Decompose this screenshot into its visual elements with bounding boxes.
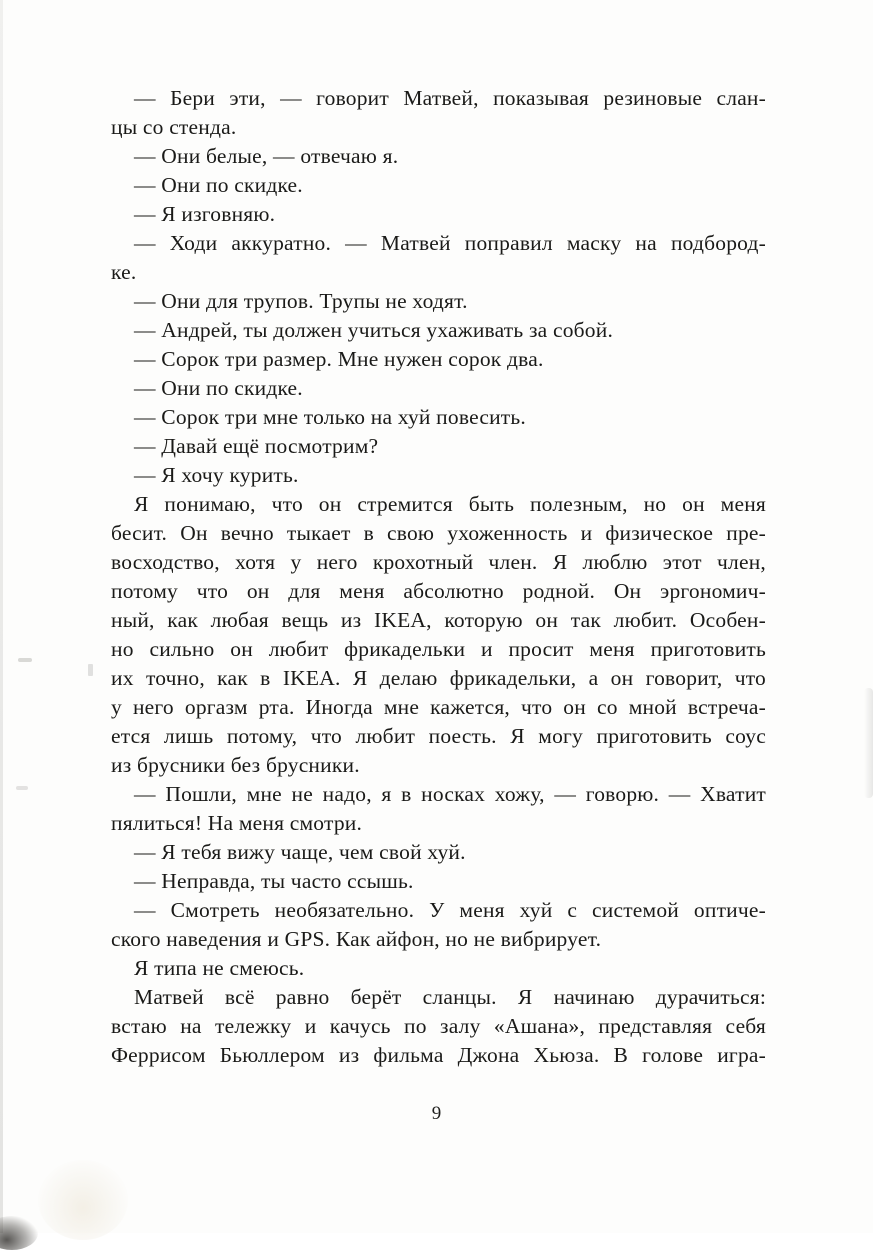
paragraph-10 bbox=[111, 403, 766, 432]
scan-mark-1 bbox=[18, 658, 32, 662]
text-line: — Они для трупов. Трупы не ходят. bbox=[134, 289, 468, 313]
text-line: из брусники без брусники. bbox=[111, 753, 360, 777]
text-line: — Сорок три размер. Мне нужен сорок два. bbox=[134, 347, 544, 371]
paragraph-9 bbox=[111, 374, 766, 403]
text-line: — Пошли, мне не надо, я в носках хожу, — говорю. — Хватит bbox=[134, 782, 766, 806]
scan-mark-2 bbox=[88, 664, 93, 676]
text-line: ке. bbox=[111, 260, 137, 284]
text-line: ный, как любая вещь из IKEA, которую он так любит. Особен- bbox=[111, 608, 766, 632]
paragraph-1 bbox=[111, 84, 766, 142]
page-number: 9 bbox=[431, 1103, 442, 1124]
text-line: — Ходи аккуратно. — Матвей поправил маску на подбород- bbox=[134, 231, 766, 255]
text-line: Феррисом Бьюллером из фильма Джона Хьюза. В голове игра- bbox=[111, 1043, 766, 1067]
text-line: Я понимаю, что он стремится быть полезным, но он меня bbox=[134, 492, 766, 516]
paragraph-17 bbox=[111, 896, 766, 954]
text-line: у него оргазм рта. Иногда мне кажется, что он со мной встреча- bbox=[111, 695, 766, 719]
text-line: ется лишь потому, что любит поесть. Я могу приготовить соус bbox=[111, 724, 766, 748]
text-line: цы со стенда. bbox=[111, 115, 237, 139]
paragraph-13 bbox=[111, 490, 766, 780]
text-line: Я типа не смеюсь. bbox=[134, 956, 305, 980]
text-line: — Смотреть необязательно. У меня хуй с системой оптиче- bbox=[134, 898, 766, 922]
text-line: Матвей всё равно берёт сланцы. Я начинаю дурачиться: bbox=[134, 985, 766, 1009]
paragraph-5 bbox=[111, 229, 766, 287]
scan-streak-right bbox=[864, 688, 873, 798]
paragraph-2 bbox=[111, 142, 766, 171]
scan-mark-3 bbox=[16, 786, 28, 790]
text-line: — Давай ещё посмотрим? bbox=[134, 434, 379, 458]
text-line: потому что он для меня абсолютно родной. Он эргономич- bbox=[111, 579, 766, 603]
text-line: — Бери эти, — говорит Матвей, показывая резиновые слан- bbox=[134, 86, 766, 110]
scan-smudge-dark bbox=[0, 1216, 38, 1250]
paragraph-15 bbox=[111, 838, 766, 867]
paragraph-8 bbox=[111, 345, 766, 374]
text-line: — Сорок три мне только на хуй повесить. bbox=[134, 405, 526, 429]
paragraph-4 bbox=[111, 200, 766, 229]
paragraph-19 bbox=[111, 983, 766, 1070]
paragraph-7 bbox=[111, 316, 766, 345]
text-line: — Они белые, — отвечаю я. bbox=[134, 144, 399, 168]
text-line: ского наведения и GPS. Как айфон, но не вибрирует. bbox=[111, 927, 602, 951]
page-text bbox=[111, 84, 766, 1070]
paragraph-11 bbox=[111, 432, 766, 461]
scan-smudge-light bbox=[38, 1160, 128, 1240]
paragraph-3 bbox=[111, 171, 766, 200]
paragraph-16 bbox=[111, 867, 766, 896]
text-line: — Они по скидке. bbox=[134, 173, 303, 197]
text-line: но сильно он любит фрикадельки и просит меня приготовить bbox=[111, 637, 766, 661]
paragraph-14 bbox=[111, 780, 766, 838]
paragraph-6 bbox=[111, 287, 766, 316]
text-line: восходство, хотя у него крохотный член. Я люблю этот член, bbox=[111, 550, 766, 574]
text-line: — Неправда, ты часто ссышь. bbox=[134, 869, 414, 893]
text-line: встаю на тележку и качусь по залу «Ашана», представляя себя bbox=[111, 1014, 766, 1038]
text-line: бесит. Он вечно тыкает в свою ухоженность и физическое пре- bbox=[111, 521, 766, 545]
text-line: пялиться! На меня смотри. bbox=[111, 811, 363, 835]
text-line: — Они по скидке. bbox=[134, 376, 303, 400]
paragraph-12 bbox=[111, 461, 766, 490]
text-line: — Я хочу курить. bbox=[134, 463, 299, 487]
text-line: — Андрей, ты должен учиться ухаживать за собой. bbox=[134, 318, 614, 342]
text-line: их точно, как в IKEA. Я делаю фрикадельки, а он говорит, что bbox=[111, 666, 766, 690]
paragraph-18 bbox=[111, 954, 766, 983]
text-line: — Я изговняю. bbox=[134, 202, 276, 226]
scan-edge-shadow bbox=[0, 0, 3, 1233]
text-line: — Я тебя вижу чаще, чем свой хуй. bbox=[134, 840, 466, 864]
